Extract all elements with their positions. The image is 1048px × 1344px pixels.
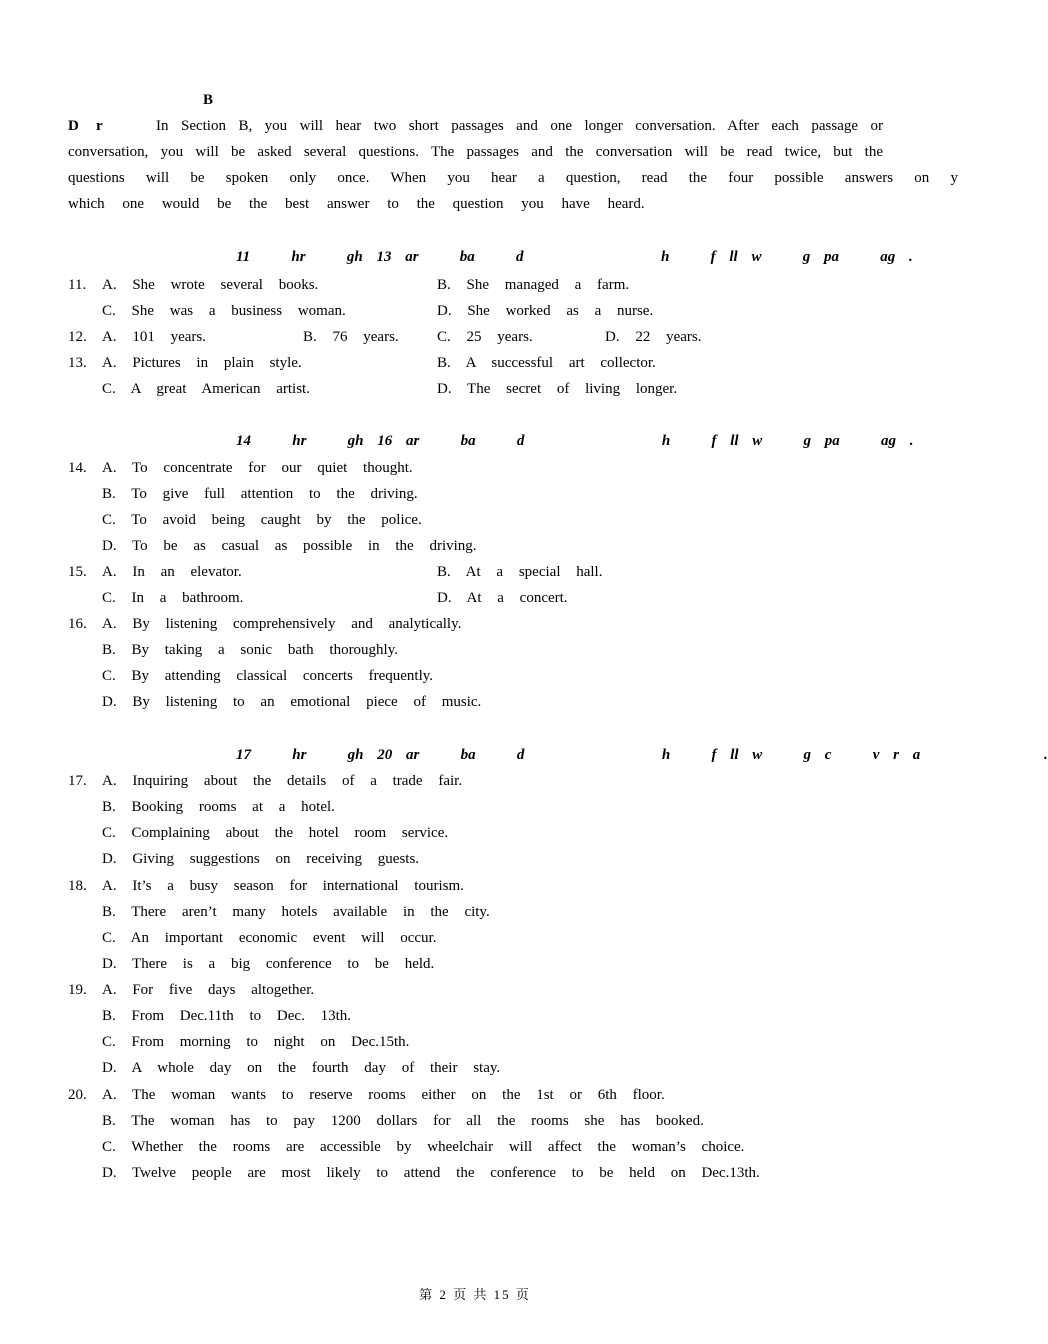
q19-option-c: C. From morning to night on Dec.15th. xyxy=(102,1034,410,1050)
q15-option-b: B. At a special hall. xyxy=(437,564,603,580)
q19-option-a: A. For five days altogether. xyxy=(102,982,315,998)
q18-option-b: B. There aren’t many hotels available in the city. xyxy=(102,904,490,920)
q14-option-b: B. To give full attention to the driving. xyxy=(102,486,418,502)
q18-option-c: C. An important economic event will occur. xyxy=(102,930,437,946)
q19-option-d: D. A whole day on the fourth day of their stay. xyxy=(102,1060,501,1076)
intro-line-2: conversation, you will be asked several questions. The passages and the conversation will be read twice, but the xyxy=(68,144,883,160)
q20-option-b: B. The woman has to pay 1200 dollars for all the rooms she has booked. xyxy=(102,1113,704,1129)
q14-number: 14. xyxy=(68,460,87,476)
q12-option-d: D. 22 years. xyxy=(605,329,702,345)
intro-line-4: which one would be the best answer to the question you have heard. xyxy=(68,196,645,212)
q11-option-c: C. She was a business woman. xyxy=(102,303,346,319)
q13-number: 13. xyxy=(68,355,87,371)
q16-option-d: D. By listening to an emotional piece of music. xyxy=(102,694,482,710)
page-footer: 第 2 页 共 15 页 xyxy=(419,1287,531,1302)
q20-option-a: A. The woman wants to reserve rooms either on the 1st or 6th floor. xyxy=(102,1087,665,1103)
directions-paragraph xyxy=(68,113,958,217)
q11-option-b: B. She managed a farm. xyxy=(437,277,630,293)
directions-label-d: D xyxy=(68,118,79,134)
q17-option-a: A. Inquiring about the details of a trade fair. xyxy=(102,773,463,789)
q15-number: 15. xyxy=(68,564,87,580)
q17-option-d: D. Giving suggestions on receiving guests. xyxy=(102,851,420,867)
q11-option-d: D. She worked as a nurse. xyxy=(437,303,654,319)
q19-option-b: B. From Dec.11th to Dec. 13th. xyxy=(102,1008,352,1024)
q13-option-d: D. The secret of living longer. xyxy=(437,381,678,397)
q18-number: 18. xyxy=(68,878,87,894)
q11-number: 11. xyxy=(68,277,87,293)
q19-number: 19. xyxy=(68,982,87,998)
intro-line-1: In Section B, you will hear two short passages and one longer conversation. After each passage or xyxy=(156,118,883,134)
q12-option-a: A. 101 years. xyxy=(102,329,206,345)
q18-option-a: A. It’s a busy season for international tourism. xyxy=(102,878,464,894)
q16-number: 16. xyxy=(68,616,87,632)
q13-option-a: A. Pictures in plain style. xyxy=(102,355,302,371)
q14-option-a: A. To concentrate for our quiet thought. xyxy=(102,460,413,476)
q13-option-b: B. A successful art collector. xyxy=(437,355,656,371)
group-heading-3: 17 hr gh 20 ar ba d h f ll w g c v r a . xyxy=(236,747,1048,763)
q14-option-c: C. To avoid being caught by the police. xyxy=(102,512,422,528)
q15-option-a: A. In an elevator. xyxy=(102,564,242,580)
q17-option-b: B. Booking rooms at a hotel. xyxy=(102,799,335,815)
q14-option-d: D. To be as casual as possible in the driving. xyxy=(102,538,477,554)
q16-option-b: B. By taking a sonic bath thoroughly. xyxy=(102,642,399,658)
q15-option-d: D. At a concert. xyxy=(437,590,568,606)
q17-number: 17. xyxy=(68,773,87,789)
directions-label-r: r xyxy=(96,118,103,134)
q11-option-a: A. She wrote several books. xyxy=(102,277,319,293)
q17-option-c: C. Complaining about the hotel room service. xyxy=(102,825,449,841)
intro-line-3: questions will be spoken only once. When you hear a question, read the four possible answers on y xyxy=(68,170,958,186)
q16-option-c: C. By attending classical concerts frequently. xyxy=(102,668,434,684)
q20-option-d: D. Twelve people are most likely to attend the conference to be held on Dec.13th. xyxy=(102,1165,760,1181)
q16-option-a: A. By listening comprehensively and analytically. xyxy=(102,616,462,632)
q13-option-c: C. A great American artist. xyxy=(102,381,310,397)
q12-number: 12. xyxy=(68,329,87,345)
q20-number: 20. xyxy=(68,1087,87,1103)
q15-option-c: C. In a bathroom. xyxy=(102,590,244,606)
group-heading-2: 14 hr gh 16 ar ba d h f ll w g pa ag . xyxy=(236,433,914,449)
q12-option-b: B. 76 years. xyxy=(303,329,399,345)
section-title-fragment: B xyxy=(203,92,214,108)
group-heading-1: 11 hr gh 13 ar ba d h f ll w g pa ag . xyxy=(236,249,913,265)
q12-option-c: C. 25 years. xyxy=(437,329,533,345)
q20-option-c: C. Whether the rooms are accessible by wheelchair will affect the woman’s choice. xyxy=(102,1139,745,1155)
q18-option-d: D. There is a big conference to be held. xyxy=(102,956,435,972)
